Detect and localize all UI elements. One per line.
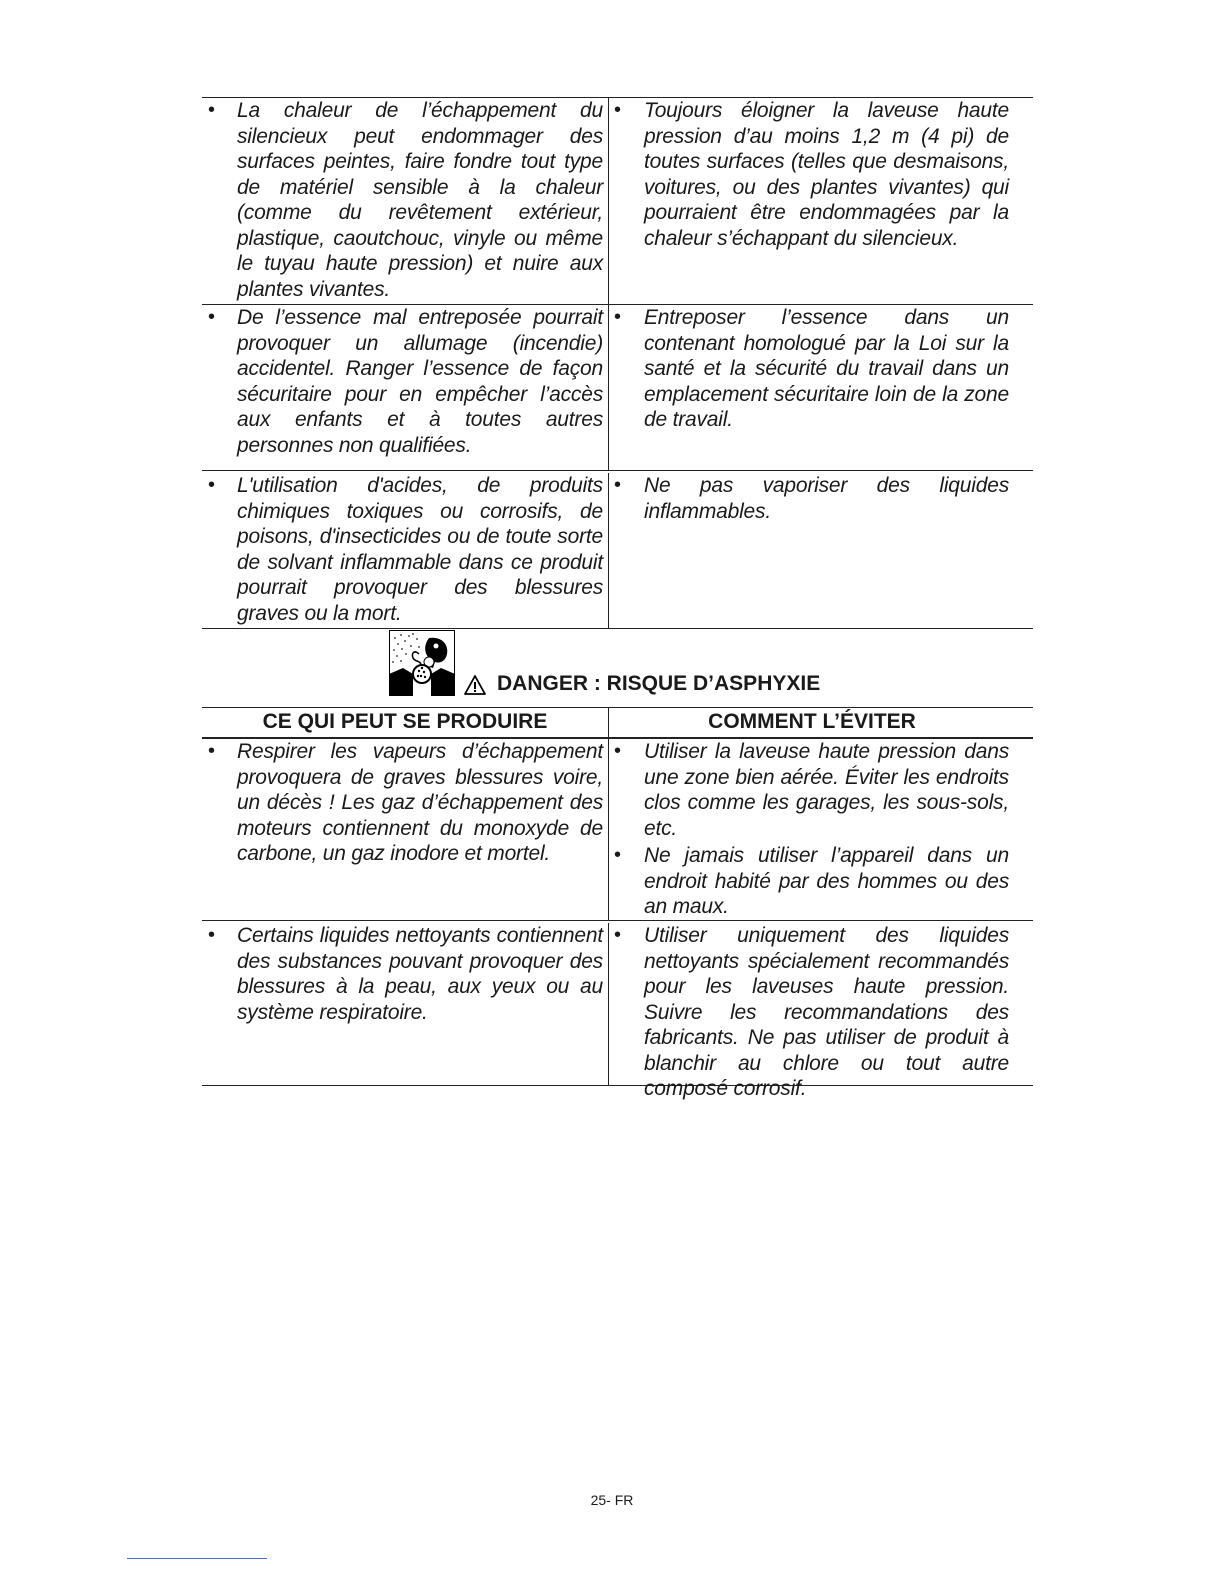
page-number: 25- FR xyxy=(590,1492,634,1508)
how-to-avoid-cell xyxy=(609,473,1015,628)
list-item xyxy=(609,739,1015,841)
bullet: • xyxy=(614,306,622,328)
hazard-table-bottom xyxy=(202,707,1033,1100)
how-to-avoid-cell xyxy=(609,305,1015,470)
bullet: • xyxy=(208,740,216,762)
what-can-happen-cell xyxy=(202,98,609,304)
table-row xyxy=(202,305,1033,471)
table-header-row xyxy=(202,707,1033,738)
prevention-text: Toujours éloigner la laveuse haute pression d’au moins 1,2 m (4 pi) de toutes surfaces (telles que desmaisons, voitures, ou des plantes vivantes) qui pourraient être endommagées par la chaleur s’échappant du silencieux. xyxy=(644,99,1009,250)
warning-triangle-icon xyxy=(463,674,487,696)
header-cell xyxy=(202,708,609,737)
bullet: • xyxy=(208,924,216,946)
table-row xyxy=(202,97,1033,305)
bullet: • xyxy=(614,99,622,121)
prevention-text: Entreposer l’essence dans un contenant homologué par la Loi sur la santé et la sécurité du travail dans un emplacement sécuritaire loin de la zone de travail. xyxy=(644,306,1009,431)
prevention-text: Utiliser uniquement des liquides nettoyants spécialement recommandés pour les laveuses haute pression. Suivre les recommandations des fabricants. Ne pas utiliser de produit à blanchir au chlore ou tout autre composé corrosif. xyxy=(644,924,1009,1100)
header-how-to-avoid: COMMENT L’ÉVITER xyxy=(708,710,916,733)
bullet: • xyxy=(208,474,216,496)
bullet: • xyxy=(614,740,622,762)
list-item xyxy=(609,843,1015,920)
danger-heading xyxy=(389,630,849,698)
how-to-avoid-cell xyxy=(609,739,1015,920)
hazard-text: L'utilisation d'acides, de produits chimiques toxiques ou corrosifs, de poisons, d'insecticides ou de toute sorte de solvant inflammable dans ce produit pourrait provoquer des blessures graves ou la mort. xyxy=(237,474,603,625)
bullet: • xyxy=(208,99,216,121)
table-row xyxy=(202,738,1033,921)
bullet: • xyxy=(614,844,622,866)
danger-title: DANGER : RISQUE D’ASPHYXIE xyxy=(497,672,821,695)
asphyxiation-hazard-icon xyxy=(389,630,455,696)
hazard-text: Certains liquides nettoyants contiennent des substances pouvant provoquer des blessures à la peau, aux yeux ou au système respiratoire. xyxy=(237,924,603,1024)
hazard-text: La chaleur de l’échappement du silencieux peut endommager des surfaces peintes, faire fondre tout type de matériel sensible à la chaleur (comme du revêtement extérieur, plastique, caoutchouc, vinyle ou même le tuyau haute pression) et nuire aux plantes vivantes. xyxy=(237,99,603,301)
prevention-text: Utiliser la laveuse haute pression dans une zone bien aérée. Éviter les endroits clos comme les garages, les sous-sols, etc. xyxy=(644,740,1009,840)
bullet: • xyxy=(208,306,216,328)
hazard-text: De l’essence mal entreposée pourrait provoquer un allumage (incendie) accidentel. Ranger l’essence de façon sécuritaire pour en empêcher l’accès aux enfants et à toutes autres personnes non qualifiées. xyxy=(237,306,603,457)
prevention-text: Ne jamais utiliser l’appareil dans un endroit habité par des hommes ou des an maux. xyxy=(644,844,1009,918)
table-row xyxy=(202,921,1033,1100)
what-can-happen-cell xyxy=(202,473,609,628)
how-to-avoid-cell xyxy=(609,98,1015,304)
header-cell xyxy=(609,708,1015,737)
hazard-table-top xyxy=(202,97,1033,629)
what-can-happen-cell xyxy=(202,739,609,920)
what-can-happen-cell xyxy=(202,923,609,1085)
bullet: • xyxy=(614,924,622,946)
how-to-avoid-cell xyxy=(609,923,1015,1100)
hazard-text: Respirer les vapeurs d’échappement provoquera de graves blessures voire, un décès ! Les gaz d’échappement des moteurs contiennent du monoxyde de carbone, un gaz inodore et mortel. xyxy=(237,740,603,865)
prevention-text: Ne pas vaporiser des liquides inflammables. xyxy=(644,474,1009,523)
header-what-can-happen: CE QUI PEUT SE PRODUIRE xyxy=(262,710,548,733)
what-can-happen-cell xyxy=(202,305,609,470)
table-row xyxy=(202,471,1033,629)
bullet: • xyxy=(614,474,622,496)
footnote-separator xyxy=(127,1558,267,1559)
